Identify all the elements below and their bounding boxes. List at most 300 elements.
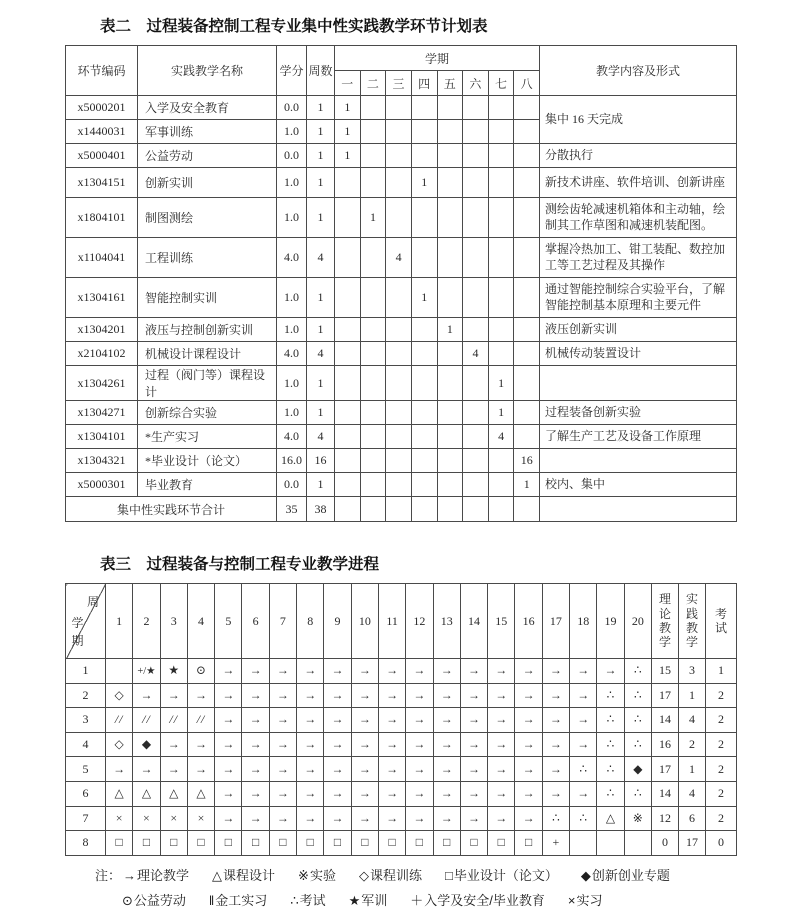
course-credits: 1.0 — [277, 198, 307, 238]
semester-week-value — [437, 238, 463, 278]
week-number-header: 16 — [515, 584, 542, 659]
semester-col-header: 二 — [360, 71, 386, 96]
week-activity-symbol: → — [488, 732, 515, 757]
semester-week-value — [463, 96, 489, 120]
week-activity-symbol: → — [324, 708, 351, 733]
course-name: 创新实训 — [138, 168, 277, 198]
week-activity-symbol: ★ — [160, 659, 187, 684]
semester-week-value: 1 — [411, 168, 437, 198]
week-activity-symbol: → — [515, 806, 542, 831]
semester-week-value — [463, 401, 489, 425]
semester-number: 5 — [66, 757, 106, 782]
exam-weeks-total: 2 — [706, 683, 737, 708]
week-activity-symbol: △ — [106, 781, 133, 806]
semester-week-value — [488, 449, 514, 473]
header-content: 教学内容及形式 — [540, 46, 737, 96]
practice-row — [66, 168, 737, 198]
week-activity-symbol: → — [242, 781, 269, 806]
semester-week-value — [514, 366, 540, 401]
teaching-content: 通过智能控制综合实验平台，了解智能控制基本原理和主要元件 — [540, 278, 737, 318]
semester-week-value — [488, 497, 514, 522]
course-weeks: 16 — [307, 449, 335, 473]
schedule-row — [66, 781, 737, 806]
course-name: 公益劳动 — [138, 144, 277, 168]
semester-week-value — [386, 318, 412, 342]
course-credits: 0.0 — [277, 473, 307, 497]
week-activity-symbol: → — [542, 659, 569, 684]
week-activity-symbol: → — [488, 683, 515, 708]
week-number-header: 14 — [460, 584, 487, 659]
course-code: x1304161 — [66, 278, 138, 318]
semester-week-value — [386, 497, 412, 522]
week-activity-symbol: → — [324, 659, 351, 684]
semester-week-value — [463, 473, 489, 497]
semester-week-value — [514, 278, 540, 318]
semester-week-value — [514, 318, 540, 342]
week-activity-symbol: × — [160, 806, 187, 831]
course-code: x1104041 — [66, 238, 138, 278]
course-name: 过程（阀门等）课程设计 — [138, 366, 277, 401]
schedule-row — [66, 806, 737, 831]
semester-week-value — [335, 342, 361, 366]
week-activity-symbol: → — [433, 757, 460, 782]
legend-label: 实验 — [309, 867, 336, 883]
semester-week-value — [514, 401, 540, 425]
legend-prefix: 注： — [95, 867, 122, 883]
semester-week-value — [335, 497, 361, 522]
week-activity-symbol: → — [215, 708, 242, 733]
course-weeks: 1 — [307, 278, 335, 318]
legend-label: 公益劳动 — [133, 892, 186, 908]
semester-week-value — [411, 318, 437, 342]
course-code: x1304261 — [66, 366, 138, 401]
semester-week-value — [411, 238, 437, 278]
legend — [95, 865, 799, 909]
legend-label: 课程训练 — [369, 867, 422, 883]
legend-symbol: ∴ — [290, 892, 299, 908]
legend-symbol: △ — [212, 867, 223, 883]
header-theory-label: 理论教学 — [658, 592, 671, 650]
semester-week-value — [514, 342, 540, 366]
semester-week-value — [488, 120, 514, 144]
schedule-row — [66, 732, 737, 757]
week-number-header: 8 — [297, 584, 324, 659]
legend-label: 入学及安全/毕业教育 — [424, 892, 545, 908]
week-activity-symbol: → — [324, 757, 351, 782]
course-code: x1440031 — [66, 120, 138, 144]
week-activity-symbol: → — [297, 781, 324, 806]
course-credits: 1.0 — [277, 278, 307, 318]
semester-week-value — [411, 366, 437, 401]
week-activity-symbol: ∴ — [570, 757, 597, 782]
week-activity-symbol: → — [570, 683, 597, 708]
semester-week-value: 1 — [488, 401, 514, 425]
week-number-header: 2 — [133, 584, 160, 659]
week-activity-symbol: → — [297, 708, 324, 733]
exam-weeks-total: 2 — [706, 806, 737, 831]
week-activity-symbol: △ — [133, 781, 160, 806]
week-number-header: 4 — [187, 584, 214, 659]
week-activity-symbol: → — [324, 683, 351, 708]
semester-week-value — [335, 366, 361, 401]
semester-week-value — [360, 96, 386, 120]
week-activity-symbol: ∴ — [542, 806, 569, 831]
semester-week-value — [411, 497, 437, 522]
legend-item — [290, 890, 325, 909]
semester-week-value — [463, 144, 489, 168]
course-weeks: 1 — [307, 144, 335, 168]
week-activity-symbol: → — [406, 806, 433, 831]
week-activity-symbol: □ — [269, 831, 296, 856]
semester-week-value — [488, 198, 514, 238]
week-number-header: 17 — [542, 584, 569, 659]
semester-number: 1 — [66, 659, 106, 684]
semester-week-value — [488, 342, 514, 366]
week-activity-symbol: → — [488, 757, 515, 782]
week-activity-symbol: ∴ — [624, 683, 651, 708]
legend-label: 毕业设计（论文） — [453, 867, 558, 883]
theory-weeks-total: 17 — [652, 683, 679, 708]
semester-week-value — [463, 198, 489, 238]
practice-row — [66, 144, 737, 168]
course-weeks: 1 — [307, 120, 335, 144]
week-activity-symbol: □ — [433, 831, 460, 856]
week-activity-symbol: → — [269, 659, 296, 684]
course-weeks: 1 — [307, 473, 335, 497]
week-activity-symbol: → — [433, 708, 460, 733]
teaching-content — [540, 497, 737, 522]
week-activity-symbol: □ — [515, 831, 542, 856]
semester-week-value — [488, 144, 514, 168]
semester-week-value — [463, 366, 489, 401]
practice-plan-table — [65, 45, 737, 522]
exam-weeks-total: 2 — [706, 732, 737, 757]
teaching-content: 液压创新实训 — [540, 318, 737, 342]
week-activity-symbol: ∴ — [597, 708, 624, 733]
semester-week-value — [335, 168, 361, 198]
week-activity-symbol: → — [460, 806, 487, 831]
semester-week-value — [386, 401, 412, 425]
practice-row — [66, 425, 737, 449]
week-activity-symbol: ∴ — [624, 732, 651, 757]
semester-week-value — [386, 120, 412, 144]
week-activity-symbol: □ — [215, 831, 242, 856]
semester-week-value — [463, 278, 489, 318]
teaching-content — [540, 449, 737, 473]
semester-col-header: 一 — [335, 71, 361, 96]
semester-week-value — [437, 168, 463, 198]
week-activity-symbol: → — [242, 806, 269, 831]
week-activity-symbol — [597, 831, 624, 856]
week-activity-symbol: → — [433, 659, 460, 684]
week-number-header: 20 — [624, 584, 651, 659]
week-activity-symbol: → — [406, 757, 433, 782]
week-activity-symbol: ◆ — [133, 732, 160, 757]
week-activity-symbol: → — [269, 757, 296, 782]
week-activity-symbol: ∴ — [624, 781, 651, 806]
week-activity-symbol — [624, 831, 651, 856]
legend-label: 考试 — [299, 892, 326, 908]
legend-symbol: ◆ — [580, 867, 591, 883]
course-code: x2104102 — [66, 342, 138, 366]
course-credits: 1.0 — [277, 366, 307, 401]
course-name: *生产实习 — [138, 425, 277, 449]
legend-symbol: □ — [444, 867, 453, 883]
semester-week-value — [411, 198, 437, 238]
legend-symbol: × — [567, 892, 576, 908]
semester-week-value — [335, 198, 361, 238]
practice-weeks-total: 17 — [679, 831, 706, 856]
legend-item — [122, 890, 186, 909]
legend-symbol: ※ — [298, 867, 309, 883]
week-activity-symbol: → — [406, 708, 433, 733]
practice-weeks-total: 1 — [679, 757, 706, 782]
week-activity-symbol: → — [269, 683, 296, 708]
semester-week-value — [335, 425, 361, 449]
course-weeks: 4 — [307, 425, 335, 449]
course-name: 军事训练 — [138, 120, 277, 144]
week-number-header: 7 — [269, 584, 296, 659]
practice-weeks-total: 1 — [679, 683, 706, 708]
legend-item — [349, 890, 388, 909]
header-theory — [652, 584, 679, 659]
week-number-header: 10 — [351, 584, 378, 659]
week-activity-symbol: → — [597, 659, 624, 684]
week-activity-symbol: → — [269, 806, 296, 831]
course-credits: 16.0 — [277, 449, 307, 473]
week-activity-symbol: → — [570, 732, 597, 757]
week-activity-symbol: → — [269, 781, 296, 806]
semester-week-value — [463, 318, 489, 342]
course-name: 工程训练 — [138, 238, 277, 278]
week-activity-symbol: → — [351, 781, 378, 806]
semester-week-value — [514, 144, 540, 168]
semester-week-value — [437, 497, 463, 522]
legend-label: 课程设计 — [223, 867, 276, 883]
week-activity-symbol: → — [378, 806, 405, 831]
week-activity-symbol: → — [406, 659, 433, 684]
legend-label: 军训 — [361, 892, 388, 908]
semester-week-value: 1 — [335, 120, 361, 144]
week-activity-symbol: → — [378, 708, 405, 733]
semester-week-value — [514, 497, 540, 522]
week-activity-symbol: × — [187, 806, 214, 831]
semester-week-value: 1 — [335, 96, 361, 120]
week-activity-symbol: → — [351, 732, 378, 757]
practice-row — [66, 318, 737, 342]
corner-semester-label: 学期 — [71, 616, 84, 648]
course-credits: 0.0 — [277, 144, 307, 168]
course-code: x5000201 — [66, 96, 138, 120]
week-activity-symbol: △ — [160, 781, 187, 806]
semester-week-value: 4 — [463, 342, 489, 366]
week-activity-symbol: ∴ — [597, 732, 624, 757]
course-code: x1804101 — [66, 198, 138, 238]
week-activity-symbol: ∴ — [597, 757, 624, 782]
semester-week-value — [514, 198, 540, 238]
teaching-schedule-table — [65, 583, 737, 856]
course-code: x5000301 — [66, 473, 138, 497]
semester-week-value — [360, 425, 386, 449]
semester-week-value — [437, 278, 463, 318]
week-activity-symbol: → — [542, 683, 569, 708]
week-activity-symbol: → — [297, 732, 324, 757]
semester-week-value — [437, 120, 463, 144]
semester-week-value — [360, 342, 386, 366]
week-activity-symbol: □ — [133, 831, 160, 856]
semester-week-value — [360, 144, 386, 168]
semester-week-value — [386, 96, 412, 120]
practice-row — [66, 366, 737, 401]
week-activity-symbol: ◇ — [106, 683, 133, 708]
semester-week-value — [488, 238, 514, 278]
week-activity-symbol: → — [242, 659, 269, 684]
semester-week-value — [514, 425, 540, 449]
week-activity-symbol: → — [351, 757, 378, 782]
header-name: 实践教学名称 — [138, 46, 277, 96]
semester-week-value — [335, 238, 361, 278]
week-number-header: 13 — [433, 584, 460, 659]
schedule-row — [66, 659, 737, 684]
exam-weeks-total: 2 — [706, 708, 737, 733]
legend-label: 理论教学 — [137, 867, 190, 883]
semester-week-value — [463, 425, 489, 449]
semester-number: 6 — [66, 781, 106, 806]
week-activity-symbol: □ — [160, 831, 187, 856]
course-name: 毕业教育 — [138, 473, 277, 497]
week-activity-symbol: → — [187, 757, 214, 782]
semester-week-value: 1 — [437, 318, 463, 342]
week-number-header: 1 — [106, 584, 133, 659]
week-activity-symbol: → — [570, 659, 597, 684]
semester-number: 3 — [66, 708, 106, 733]
week-activity-symbol: → — [515, 732, 542, 757]
semester-week-value — [463, 449, 489, 473]
week-activity-symbol: → — [433, 806, 460, 831]
semester-week-value — [488, 168, 514, 198]
week-activity-symbol: → — [297, 757, 324, 782]
total-label: 集中性实践环节合计 — [66, 497, 277, 522]
semester-week-value — [437, 144, 463, 168]
semester-week-value — [386, 449, 412, 473]
week-activity-symbol: ∴ — [597, 781, 624, 806]
teaching-content — [540, 366, 737, 401]
week-activity-symbol: → — [488, 781, 515, 806]
semester-week-value — [386, 278, 412, 318]
semester-week-value — [463, 168, 489, 198]
week-activity-symbol: // — [160, 708, 187, 733]
theory-weeks-total: 14 — [652, 708, 679, 733]
teaching-content: 机械传动装置设计 — [540, 342, 737, 366]
semester-week-value — [463, 238, 489, 278]
week-activity-symbol: → — [297, 659, 324, 684]
week-activity-symbol: → — [351, 708, 378, 733]
table2-header-row1 — [66, 46, 737, 71]
practice-weeks-total: 3 — [679, 659, 706, 684]
course-code: x1304321 — [66, 449, 138, 473]
course-weeks: 1 — [307, 318, 335, 342]
exam-weeks-total: 0 — [706, 831, 737, 856]
table2-container — [65, 45, 737, 522]
week-activity-symbol: → — [269, 708, 296, 733]
week-activity-symbol — [106, 659, 133, 684]
theory-weeks-total: 17 — [652, 757, 679, 782]
semester-week-value — [335, 278, 361, 318]
practice-weeks-total: 4 — [679, 781, 706, 806]
course-code: x5000401 — [66, 144, 138, 168]
theory-weeks-total: 16 — [652, 732, 679, 757]
legend-item — [209, 890, 267, 909]
week-number-header: 18 — [570, 584, 597, 659]
header-exam-label: 考试 — [714, 606, 727, 635]
week-activity-symbol: → — [324, 732, 351, 757]
semester-col-header: 七 — [488, 71, 514, 96]
header-credits: 学分 — [277, 46, 307, 96]
week-activity-symbol: → — [542, 732, 569, 757]
week-number-header: 15 — [488, 584, 515, 659]
week-activity-symbol: → — [215, 659, 242, 684]
week-activity-symbol: → — [515, 659, 542, 684]
semester-week-value: 16 — [514, 449, 540, 473]
week-activity-symbol: → — [215, 732, 242, 757]
week-activity-symbol: → — [269, 732, 296, 757]
semester-week-value — [335, 449, 361, 473]
week-activity-symbol: □ — [324, 831, 351, 856]
week-activity-symbol: □ — [406, 831, 433, 856]
week-activity-symbol: → — [515, 708, 542, 733]
week-activity-symbol: → — [160, 683, 187, 708]
legend-item — [410, 890, 545, 909]
week-activity-symbol: +/★ — [133, 659, 160, 684]
semester-week-value: 1 — [360, 198, 386, 238]
week-activity-symbol: ∴ — [597, 683, 624, 708]
semester-week-value — [411, 473, 437, 497]
schedule-row — [66, 757, 737, 782]
semester-number: 7 — [66, 806, 106, 831]
week-activity-symbol: → — [215, 683, 242, 708]
week-activity-symbol: → — [378, 781, 405, 806]
week-activity-symbol: → — [351, 659, 378, 684]
schedule-row — [66, 683, 737, 708]
theory-weeks-total: 0 — [652, 831, 679, 856]
week-activity-symbol: → — [488, 708, 515, 733]
course-weeks: 1 — [307, 198, 335, 238]
course-name: 创新综合实验 — [138, 401, 277, 425]
week-activity-symbol: → — [351, 806, 378, 831]
semester-week-value: 1 — [335, 144, 361, 168]
exam-weeks-total: 1 — [706, 659, 737, 684]
week-number-header: 5 — [215, 584, 242, 659]
week-activity-symbol: □ — [488, 831, 515, 856]
semester-week-value — [437, 401, 463, 425]
semester-week-value: 1 — [488, 366, 514, 401]
teaching-content: 校内、集中 — [540, 473, 737, 497]
week-activity-symbol: △ — [597, 806, 624, 831]
week-activity-symbol: → — [378, 757, 405, 782]
course-credits: 1.0 — [277, 318, 307, 342]
schedule-row — [66, 831, 737, 856]
week-activity-symbol: → — [187, 683, 214, 708]
legend-item — [212, 865, 275, 884]
week-activity-symbol: △ — [187, 781, 214, 806]
table3-container — [65, 583, 737, 856]
week-activity-symbol — [570, 831, 597, 856]
week-activity-symbol: → — [406, 781, 433, 806]
semester-week-value — [411, 449, 437, 473]
semester-week-value — [437, 449, 463, 473]
corner-header — [66, 584, 106, 659]
course-name: 智能控制实训 — [138, 278, 277, 318]
